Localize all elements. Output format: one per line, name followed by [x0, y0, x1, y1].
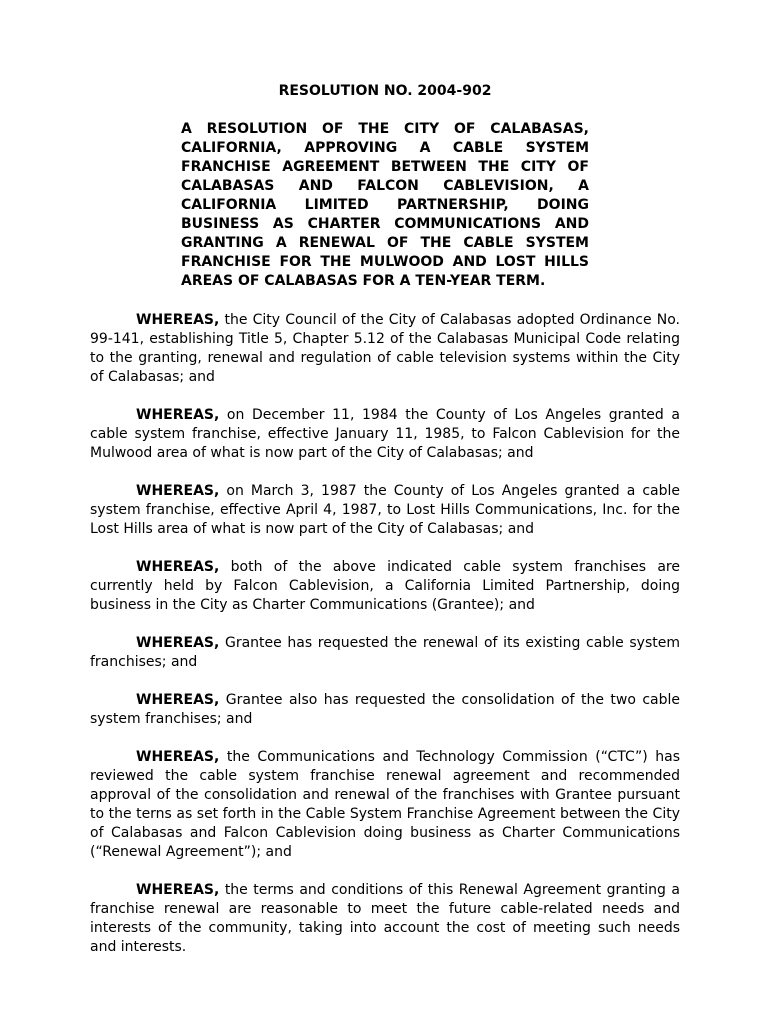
whereas-keyword: WHEREAS, — [136, 749, 220, 765]
recital-text: Grantee also has requested the consolidation of the two cable system franchises; and — [90, 692, 680, 727]
recital-paragraph — [90, 748, 680, 862]
recital-text: on December 11, 1984 the County of Los Angeles granted a cable system franchise, effective January 11, 1985, to Falcon Cablevision for the Mulwood area of what is now part of the City of Calabasas; and — [90, 407, 680, 461]
resolution-title: RESOLUTION NO. 2004-902 — [278, 83, 492, 99]
recital-text: the terms and conditions of this Renewal Agreement granting a franchise renewal are reasonable to meet the future cable-related needs and interests of the community, taking into account the cost of meeting such needs and interests. — [90, 882, 680, 955]
recitals-body — [90, 311, 680, 976]
recital-paragraph — [90, 558, 680, 615]
whereas-keyword: WHEREAS, — [136, 312, 220, 328]
recital-paragraph — [90, 691, 680, 729]
whereas-keyword: WHEREAS, — [136, 407, 220, 423]
whereas-keyword: WHEREAS, — [136, 483, 220, 499]
recital-text: Grantee has requested the renewal of its existing cable system franchises; and — [90, 635, 680, 670]
whereas-keyword: WHEREAS, — [136, 559, 220, 575]
whereas-keyword: WHEREAS, — [136, 692, 220, 708]
recital-text: the Communications and Technology Commission (“CTC”) has reviewed the cable system franchise renewal agreement and recommended approval of the consolidation and renewal of the franchises with Grantee pursuant to the terns as set forth in the Cable System Franchise Agreement between the City of Calabasas and Falcon Cablevision doing business as Charter Communications (“Renewal Agreement”); and — [90, 749, 680, 860]
recital-paragraph — [90, 881, 680, 957]
recital-paragraph — [90, 482, 680, 539]
recital-paragraph — [90, 311, 680, 387]
recital-text: on March 3, 1987 the County of Los Angeles granted a cable system franchise, effective April 4, 1987, to Lost Hills Communications, Inc. for the Lost Hills area of what is now part of the City of Calabasas; and — [90, 483, 680, 537]
resolution-subject: A RESOLUTION OF THE CITY OF CALABASAS, CALIFORNIA, APPROVING A CABLE SYSTEM FRANCHISE AGREEMENT BETWEEN THE CITY OF CALABASAS AND FALCON CABLEVISION, A CALIFORNIA LIMITED PARTNERSHIP, DOING BUSINESS AS CHARTER COMMUNICATIONS AND GRANTING A RENEWAL OF THE CABLE SYSTEM FRANCHISE FOR THE MULWOOD AND LOST HILLS AREAS OF CALABASAS FOR A TEN-YEAR TERM. — [181, 121, 589, 289]
whereas-keyword: WHEREAS, — [136, 635, 220, 651]
recital-text: the City Council of the City of Calabasas adopted Ordinance No. 99-141, establishing Title 5, Chapter 5.12 of the Calabasas Municipal Code relating to the granting, renewal and regulation of cable television systems within the City of Calabasas; and — [90, 312, 680, 385]
recital-paragraph — [90, 634, 680, 672]
recital-text: both of the above indicated cable system franchises are currently held by Falcon Cablevision, a California Limited Partnership, doing business in the City as Charter Communications (Grantee); and — [90, 559, 680, 613]
whereas-keyword: WHEREAS, — [136, 882, 220, 898]
recital-paragraph — [90, 406, 680, 463]
